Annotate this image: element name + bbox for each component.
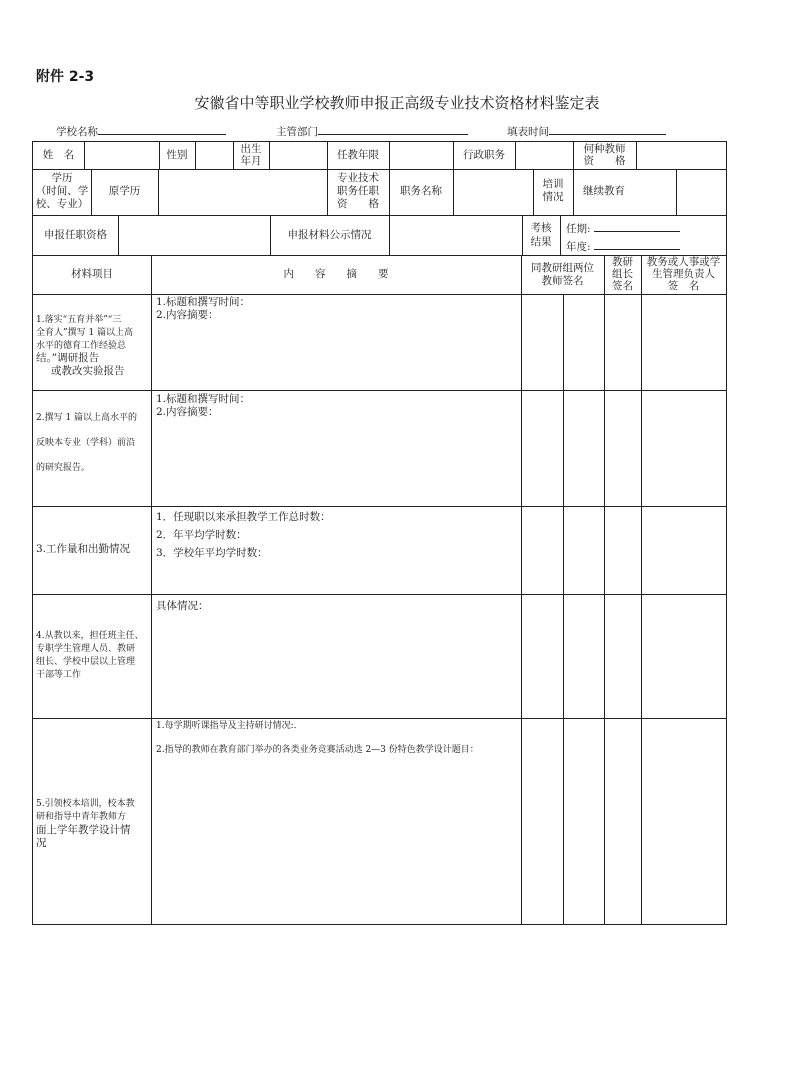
leader-sign-header-line1: 教研 xyxy=(612,256,633,268)
summary-header: 内 容 摘 要 xyxy=(283,268,389,280)
training-label-line1: 培训 xyxy=(542,178,564,190)
dean-sign-header-line1: 教务或人事或学 xyxy=(646,256,721,268)
teacher-type-label-line1: 何种教师 xyxy=(583,143,626,155)
item4-content-line1: 具体情况： xyxy=(156,600,209,612)
appraisal-table xyxy=(32,141,727,925)
admin-post-label: 行政职务 xyxy=(463,149,505,161)
birth-label-line2: 年月 xyxy=(240,155,262,167)
assessment-label-line1: 考核 xyxy=(530,222,552,234)
form-title: 安徽省中等职业学校教师申报正高级专业技术资格材料鉴定表 xyxy=(194,94,600,112)
item5-label-line1: 5.引领校本培训，校本教 xyxy=(36,799,135,809)
teaching-years-label: 任教年限 xyxy=(337,149,379,161)
prof-title-label-line2: 职务任职 xyxy=(337,185,379,197)
supervisor-label: 主管部门 xyxy=(276,126,318,138)
term-label: 任期: xyxy=(566,223,591,235)
education-label-line1: 学历 xyxy=(51,172,73,184)
item5-label-line2: 研和指导中青年教师方 xyxy=(36,812,127,822)
leader-sign-header-line3: 签名 xyxy=(612,280,633,292)
fill-date-field[interactable] xyxy=(507,123,666,139)
dean-sign-header-line2: 生管理负责人 xyxy=(652,268,715,280)
item2-label-line3: 的研究报告。 xyxy=(36,463,91,473)
prof-title-label-line3: 资 格 xyxy=(337,198,379,210)
education-label-line3: 校、专业） xyxy=(35,198,89,210)
item2-label-line2: 反映本专业（学科）前沿 xyxy=(36,438,136,448)
item1-label-line4: 结。”调研报告 xyxy=(36,352,100,364)
teacher-type-label-line2: 资 格 xyxy=(583,155,626,167)
item2-label-line1: 2.撰写 1 篇以上高水平的 xyxy=(36,413,138,423)
item3-content-line1: 1．任现职以来承担教学工作总时数： xyxy=(156,511,331,523)
post-name-label: 职务名称 xyxy=(400,185,442,197)
item4-label-line1: 4.从教以来，担任班主任、 xyxy=(36,631,144,641)
assessment-label-line2: 结果 xyxy=(530,236,552,248)
item3-content-line3: 3．学校年平均学时数： xyxy=(156,547,268,559)
item1-content-line2: 2.内容摘要： xyxy=(156,309,219,321)
item2-content-line2: 2.内容摘要： xyxy=(156,406,219,418)
school-name-field[interactable] xyxy=(56,123,226,139)
item1-label-line3: 水平的德育工作经验总 xyxy=(36,341,127,351)
fill-date-label: 填表时间 xyxy=(507,126,549,138)
training-label-line2: 情况 xyxy=(542,191,564,203)
item1-content-line1: 1.标题和撰写时间： xyxy=(156,296,251,308)
gender-label: 性别 xyxy=(166,149,188,161)
prof-title-label-line1: 专业技术 xyxy=(337,172,379,184)
item3-label: 3.工作量和出勤情况 xyxy=(36,543,131,555)
item1-label-line2: 全育人”撰写 1 篇以上高 xyxy=(36,328,134,338)
material-header: 材料项目 xyxy=(71,268,113,280)
item1-label-line1: 1.落实“五育并举”“三 xyxy=(36,315,122,325)
item5-label-line3: 面上学年教学设计情 xyxy=(36,824,131,836)
item4-label-line2: 专职学生管理人员、教研 xyxy=(36,644,136,654)
year-label: 年度: xyxy=(566,241,591,253)
year-field[interactable] xyxy=(566,238,680,254)
supervisor-field[interactable] xyxy=(276,123,468,139)
publicity-label: 申报材料公示情况 xyxy=(287,229,372,241)
item2-content-line1: 1.标题和撰写时间： xyxy=(156,393,251,405)
birth-label-line1: 出生 xyxy=(240,143,262,155)
name-label: 姓 名 xyxy=(42,149,75,161)
continuing-education-label: 继续教育 xyxy=(583,185,625,197)
apply-qualification-label: 申报任职资格 xyxy=(44,229,107,241)
school-name-label: 学校名称 xyxy=(56,126,98,138)
item4-label-line4: 干部等工作 xyxy=(36,670,82,680)
item5-label-line4: 况 xyxy=(36,837,47,849)
leader-sign-header-line2: 组长 xyxy=(612,268,633,280)
item5-content-line1: 1.每学期听课指导及主持研讨情况:． xyxy=(156,721,303,731)
education-label-line2: （时间、学 xyxy=(35,185,89,197)
original-education-label: 原学历 xyxy=(108,185,141,197)
item5-content-line2: 2.指导的教师在教育部门举办的各类业务竞赛活动选 2—3 份特色教学设计题目： xyxy=(156,745,479,755)
term-field[interactable] xyxy=(566,220,680,236)
item1-label-line5: 或教改实验报告 xyxy=(51,365,125,377)
dean-sign-header-line3: 签 名 xyxy=(667,280,700,292)
peer-sign-header-line2: 教师签名 xyxy=(541,275,584,287)
item3-content-line2: 2．年平均学时数： xyxy=(156,529,247,541)
peer-sign-header-line1: 同教研组两位 xyxy=(531,262,594,274)
item4-label-line3: 组长、学校中层以上管理 xyxy=(36,657,136,667)
attachment-label: 附件 2-3 xyxy=(36,69,95,85)
